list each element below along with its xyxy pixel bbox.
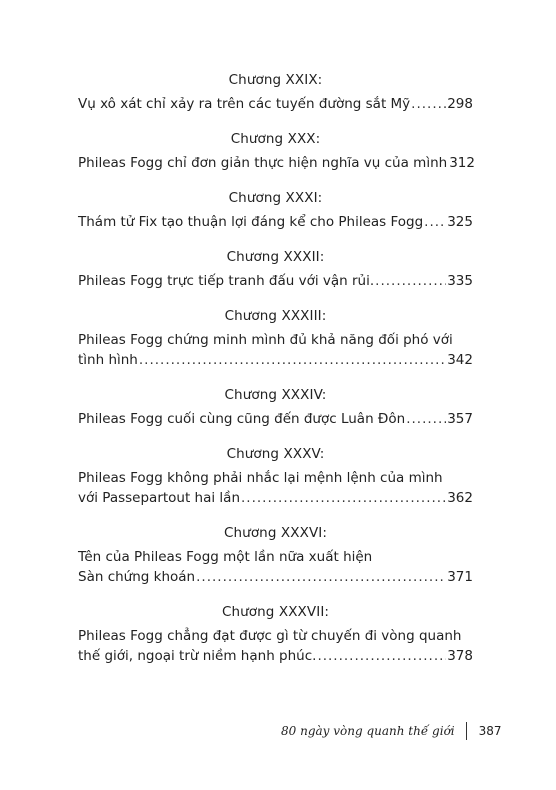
toc-entry[interactable] <box>78 409 473 429</box>
toc-entry[interactable] <box>78 330 473 370</box>
entry-line <box>78 271 473 291</box>
page-number: 362 <box>447 490 473 506</box>
chapter-heading: Chương XXXVII: <box>221 604 330 620</box>
entry-text: thế giới, ngoại trừ niềm hạnh phúc. <box>78 648 317 664</box>
toc-chapter <box>78 188 473 232</box>
chapter-heading: Chương XXXV: <box>226 446 325 462</box>
entry-line <box>78 646 473 666</box>
entry-line <box>78 409 473 429</box>
dot-leader <box>411 94 446 114</box>
toc-chapter <box>78 385 473 429</box>
entry-line <box>78 330 473 350</box>
entry-text: Thám tử Fix tạo thuận lợi đáng kể cho Phileas Fogg <box>78 214 424 230</box>
dot-leader <box>241 488 446 508</box>
entry-text: tình hình <box>78 352 138 368</box>
chapter-heading: Chương XXXIV: <box>224 387 327 403</box>
toc-chapter <box>78 129 473 173</box>
toc-entry[interactable] <box>78 271 473 291</box>
toc-chapter <box>78 247 473 291</box>
dot-leader <box>424 212 446 232</box>
chapter-heading: Chương XXXI: <box>228 190 323 206</box>
dot-leader <box>375 271 446 291</box>
page-number: 335 <box>447 273 473 289</box>
chapter-heading: Chương XXXII: <box>226 249 325 265</box>
toc-chapter <box>78 444 473 508</box>
page-number: 342 <box>447 352 473 368</box>
entry-line <box>78 94 473 114</box>
toc-entry[interactable] <box>78 212 473 232</box>
entry-text: với Passepartout hai lần <box>78 490 241 506</box>
entry-line <box>78 153 473 173</box>
entry-line <box>78 567 473 587</box>
toc-entry[interactable] <box>78 547 473 587</box>
entry-line <box>78 212 473 232</box>
page-number: 357 <box>447 411 473 427</box>
chapter-heading: Chương XXXVI: <box>223 525 328 541</box>
dot-leader <box>139 350 446 370</box>
entry-text: Phileas Fogg cuối cùng cũng đến được Luân Đôn <box>78 411 406 427</box>
chapter-heading: Chương XXXIII: <box>224 308 327 324</box>
toc-chapter <box>78 70 473 114</box>
dot-leader <box>196 567 446 587</box>
toc-entry[interactable] <box>78 468 473 508</box>
page-footer <box>281 722 502 740</box>
page-number: 371 <box>447 569 473 585</box>
toc-entry[interactable] <box>78 94 473 114</box>
chapter-heading: Chương XXX: <box>230 131 321 147</box>
toc-chapter <box>78 306 473 370</box>
toc-chapter <box>78 523 473 587</box>
entry-text: Phileas Fogg chẳng đạt được gì từ chuyến đi vòng quanh <box>78 628 462 644</box>
folio-page-number: 387 <box>478 724 502 738</box>
page-number: 325 <box>447 214 473 230</box>
entry-text: Tên của Phileas Fogg một lần nữa xuất hiện <box>78 549 373 565</box>
toc-entry[interactable] <box>78 626 473 666</box>
running-book-title: 80 ngày vòng quanh thế giới <box>281 724 455 738</box>
table-of-contents <box>78 70 473 666</box>
toc-chapter <box>78 602 473 666</box>
entry-text: Phileas Fogg trực tiếp tranh đấu với vận rủi. <box>78 273 375 289</box>
toc-entry[interactable] <box>78 153 473 173</box>
entry-text: Phileas Fogg chứng minh mình đủ khả năng đối phó với <box>78 332 453 348</box>
entry-line <box>78 547 473 567</box>
chapter-heading: Chương XXIX: <box>228 72 323 88</box>
entry-line <box>78 350 473 370</box>
footer-divider <box>466 722 467 740</box>
entry-text: Phileas Fogg không phải nhắc lại mệnh lệnh của mình <box>78 470 443 486</box>
entry-text: Vụ xô xát chỉ xảy ra trên các tuyến đường sắt Mỹ <box>78 96 411 112</box>
page-number: 298 <box>447 96 473 112</box>
entry-line <box>78 488 473 508</box>
entry-line <box>78 626 473 646</box>
page-number: 378 <box>447 648 473 664</box>
entry-text: Sàn chứng khoán <box>78 569 196 585</box>
entry-text: Phileas Fogg chỉ đơn giản thực hiện nghĩa vụ của mình <box>78 155 448 171</box>
dot-leader <box>406 409 446 429</box>
page-number: 312 <box>449 155 475 171</box>
entry-line <box>78 468 473 488</box>
dot-leader <box>317 646 446 666</box>
